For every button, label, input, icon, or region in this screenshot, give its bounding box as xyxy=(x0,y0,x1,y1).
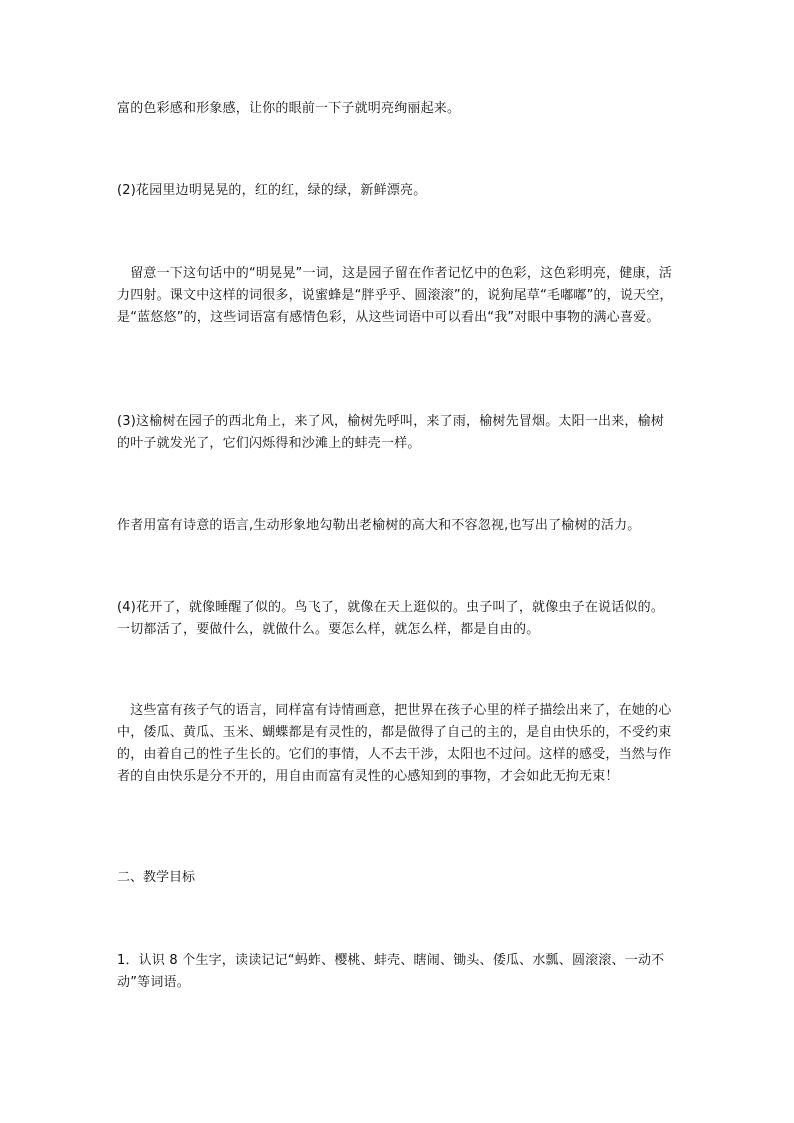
paragraph-analysis-bright: 留意一下这句话中的“明晃晃”一词，这是园子留在作者记忆中的色彩，这色彩明亮，健康，活力四射。课文中这样的词很多，说蜜蜂是“胖乎乎、圆滚滚”的，说狗尾草“毛嘟嘟”的，说天空，是“蓝悠悠”的，这些词语富有感情色彩，从这些词语中可以看出“我”对眼中事物的满心喜爱。 xyxy=(117,266,673,325)
paragraph-quote-2: (2)花园里边明晃晃的，红的红，绿的绿，新鲜漂亮。 xyxy=(117,183,427,198)
paragraph-quote-4: (4)花开了，就像睡醒了似的。鸟飞了，就像在天上逛似的。虫子叫了，就像虫子在说话似的。一切都活了，要做什么，就做什么。要怎么样，就怎么样，都是自由的。 xyxy=(117,600,665,637)
paragraph-analysis-elm: 作者用富有诗意的语言,生动形象地勾勒出老榆树的高大和不容忽视,也写出了榆树的活力。 xyxy=(117,518,641,533)
paragraph-quote-3: (3)这榆树在园子的西北角上，来了风，榆树先呼叫，来了雨，榆树先冒烟。太阳一出来，榆树的叶子就发光了，它们闪烁得和沙滩上的蚌壳一样。 xyxy=(117,414,665,451)
paragraph-color-summary: 富的色彩感和形象感，让你的眼前一下子就明亮绚丽起来。 xyxy=(117,101,461,116)
paragraph-analysis-childlike: 这些富有孩子气的语言，同样富有诗情画意，把世界在孩子心里的样子描绘出来了，在她的心中，倭瓜、黄瓜、玉米、蝴蝶都是有灵性的，都是做得了自己的主的，是自由快乐的，不受约束的，由着自己的性子生长的。它们的事情，人不去干涉，太阳也不过问。这样的感受，当然与作者的自由快乐是分不开的，用自由而富有灵性的心感知到的事物，才会如此无拘无束！ xyxy=(117,703,672,784)
section-heading-objectives: 二、教学目标 xyxy=(117,870,196,885)
objective-item: 1．认识 8 个生字，读读记记“蚂蚱、樱桃、蚌壳、瞎闹、锄头、倭瓜、水瓢、圆滚滚、一动不动”等词语。 xyxy=(117,953,665,990)
